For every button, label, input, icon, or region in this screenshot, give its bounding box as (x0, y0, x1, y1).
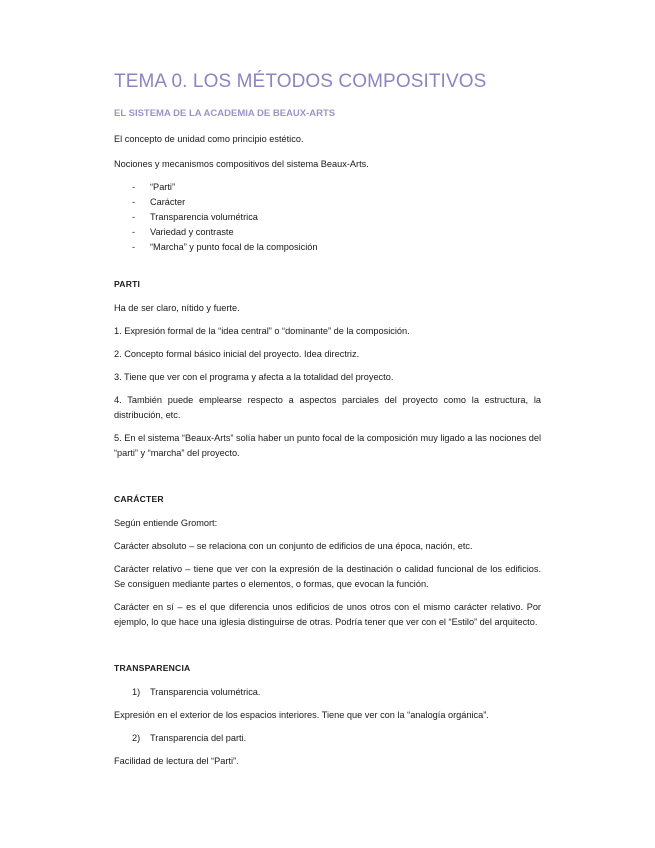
item-label: Transparencia volumétrica. (150, 687, 261, 697)
caracter-lead: Según entiende Gromort: (114, 518, 218, 528)
item-number: 2) (132, 733, 141, 743)
caracter-en-si: Carácter en sí – es el que diferencia unos edificios de unos otros con el mismo carácter relativo. Por ejemplo, lo que hace una iglesia distinguirse de otras. Podría tener que ver con el “Estilo” del arquitecto. (114, 602, 541, 627)
caracter-absoluto: Carácter absoluto – se relaciona con un conjunto de edificios de una época, nación, etc. (114, 541, 473, 551)
section-heading-caracter: CARÁCTER (114, 494, 164, 504)
numbered-item (114, 685, 541, 700)
caracter-relativo: Carácter relativo – tiene que ver con la expresión de la destinación o calidad funcional de los edificios. Se consiguen mediante partes o elementos, o formas, que evocan la función. (114, 564, 541, 589)
parti-point-5: 5. En el sistema “Beaux-Arts” solía haber un punto focal de la composición muy ligado a las nociones del “parti” y “marcha” del proyecto. (114, 433, 541, 458)
transparencia-text-1: Expresión en el exterior de los espacios interiores. Tiene que ver con la “analogía orgánica”. (114, 710, 489, 720)
parti-point-3: 3. Tiene que ver con el programa y afecta a la totalidad del proyecto. (114, 372, 394, 382)
parti-point-1: 1. Expresión formal de la “idea central” o “dominante” de la composición. (114, 326, 410, 336)
intro-paragraph: El concepto de unidad como principio estético. (114, 134, 304, 144)
item-number: 1) (132, 687, 141, 697)
list-item: - “Parti” (114, 180, 541, 195)
numbered-item (114, 731, 541, 746)
section-heading-transparencia: TRANSPARENCIA (114, 663, 191, 673)
document-title: TEMA 0. LOS MÉTODOS COMPOSITIVOS (114, 71, 487, 92)
parti-lead: Ha de ser claro, nítido y fuerte. (114, 303, 240, 313)
topics-list (114, 180, 541, 255)
list-item: - Variedad y contraste (114, 225, 541, 240)
item-label: Transparencia del parti. (150, 733, 247, 743)
intro-paragraph: Nociones y mecanismos compositivos del sistema Beaux-Arts. (114, 159, 369, 169)
document-page (114, 70, 541, 769)
document-subtitle: EL SISTEMA DE LA ACADEMIA DE BEAUX-ARTS (114, 108, 336, 119)
transparencia-text-2: Facilidad de lectura del “Parti”. (114, 756, 239, 766)
list-item: - Transparencia volumétrica (114, 210, 541, 225)
section-heading-parti: PARTI (114, 279, 141, 289)
list-item: - “Marcha” y punto focal de la composición (114, 240, 541, 255)
list-item: - Carácter (114, 195, 541, 210)
parti-point-4: 4. También puede emplearse respecto a aspectos parciales del proyecto como la estructura, la distribución, etc. (114, 395, 541, 420)
parti-point-2: 2. Concepto formal básico inicial del proyecto. Idea directriz. (114, 349, 360, 359)
